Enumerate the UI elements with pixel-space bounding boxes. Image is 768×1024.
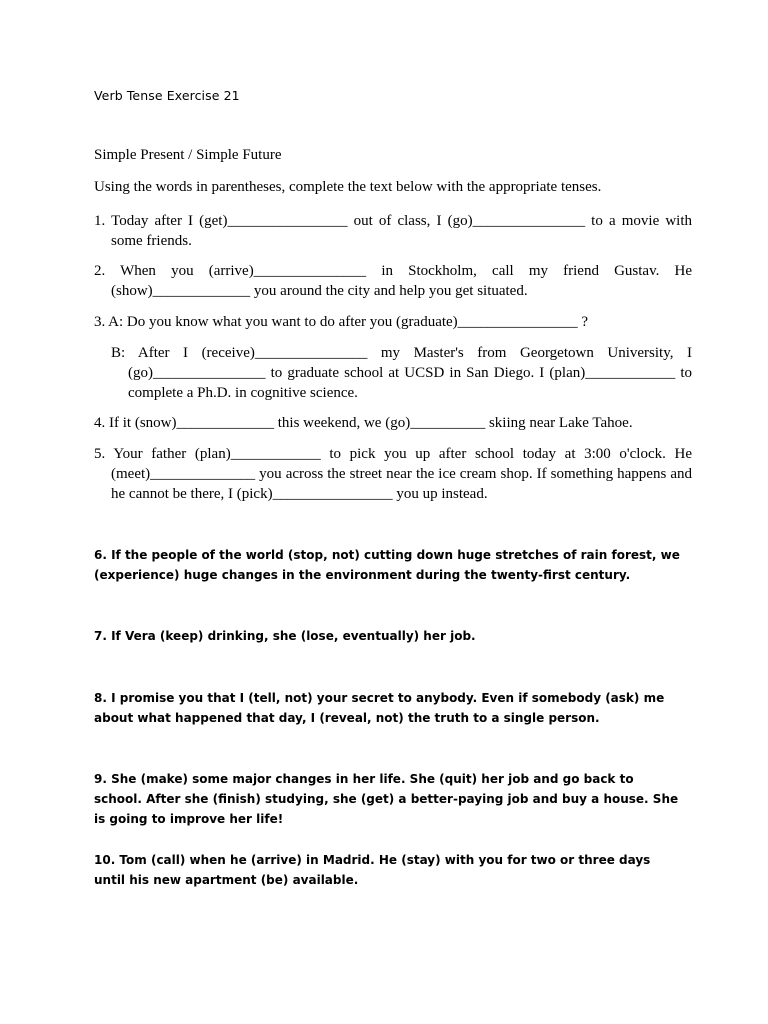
question-9: 9. She (make) some major changes in her life. She (quit) her job and go back to school. After she (finish) studying, she (get) a better-paying job and buy a house. She is going to improve her life!: [94, 772, 679, 826]
section-subtitle: Simple Present / Simple Future: [94, 147, 282, 163]
question-5: 5. Your father (plan)____________ to pick you up after school today at 3:00 o'clock. He (meet)______________ you across the street near the ice cream shop. If something happens and he cannot be there, I (pick)________________ you up instead.: [94, 446, 692, 502]
question-2: 2. When you (arrive)_______________ in Stockholm, call my friend Gustav. He (show)_____________ you around the city and help you get situated.: [94, 263, 692, 299]
question-3a: 3. A: Do you know what you want to do after you (graduate)________________ ?: [94, 314, 589, 330]
question-8: 8. I promise you that I (tell, not) your secret to anybody. Even if somebody (ask) me about what happened that day, I (reveal, not) the truth to a single person.: [94, 691, 665, 725]
question-3b: B: After I (receive)_______________ my Master's from Georgetown University, I (go)_______________ to graduate school at UCSD in San Diego. I (plan)____________ to complete a Ph.D. in cognitive science.: [111, 345, 692, 401]
question-7: 7. If Vera (keep) drinking, she (lose, eventually) her job.: [94, 629, 476, 643]
question-10: 10. Tom (call) when he (arrive) in Madrid. He (stay) with you for two or three days until his new apartment (be) available.: [94, 853, 651, 887]
instructions: Using the words in parentheses, complete the text below with the appropriate tenses.: [94, 179, 602, 195]
question-4: 4. If it (snow)_____________ this weekend, we (go)__________ skiing near Lake Tahoe.: [94, 415, 633, 431]
page-title: Verb Tense Exercise 21: [94, 88, 240, 103]
question-6: 6. If the people of the world (stop, not) cutting down huge stretches of rain forest, we (experience) huge changes in the environment during the twenty-first century.: [94, 548, 680, 582]
question-1: 1. Today after I (get)________________ out of class, I (go)_______________ to a movie with some friends.: [94, 213, 692, 249]
